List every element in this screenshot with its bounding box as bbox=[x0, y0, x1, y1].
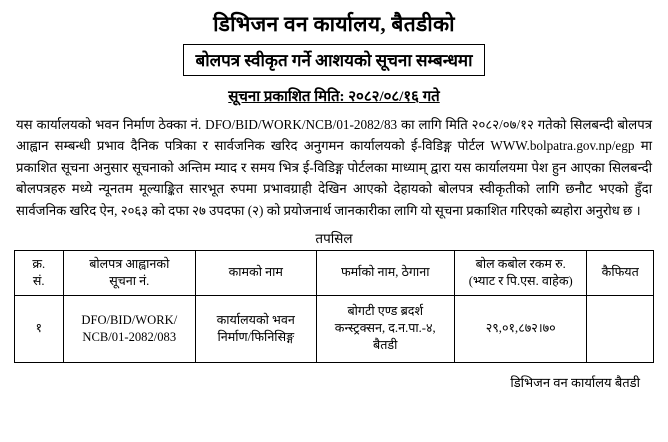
header-bid-amount: बोल कबोल रकम रु. (भ्याट र पि.एस. वाहेक) bbox=[454, 250, 586, 295]
document-subtitle: बोलपत्र स्वीकृत गर्ने आशयको सूचना सम्बन्धमा bbox=[183, 44, 486, 76]
header-work-name: कामको नाम bbox=[196, 250, 316, 295]
document-footer: डिभिजन वन कार्यालय बैतडी bbox=[510, 374, 640, 390]
cell-firm-name-address: बोगटी एण्ड ब्रदर्श कन्स्ट्रक्सन, द.न.पा.-४, बैतडी bbox=[316, 295, 454, 362]
publication-date-line: सूचना प्रकाशित मिति: २०८२/०८/१६ गते bbox=[228, 89, 440, 105]
header-notice-number: बोलपत्र आह्वानको सूचना नं. bbox=[63, 250, 195, 295]
table-row bbox=[15, 295, 654, 362]
cell-notice-number: DFO/BID/WORK/ NCB/01-2082/083 bbox=[63, 295, 195, 362]
tapasil-label: तपसिल bbox=[315, 230, 353, 246]
header-firm-name-address: फर्माको नाम, ठेगाना bbox=[316, 250, 454, 295]
cell-serial-number: १ bbox=[15, 295, 64, 362]
table-header-row bbox=[15, 250, 654, 295]
cell-bid-amount: २९,०१,८७२।७० bbox=[454, 295, 586, 362]
cell-remarks bbox=[587, 295, 654, 362]
subtitle-container bbox=[14, 44, 654, 76]
notice-body-text: यस कार्यालयको भवन निर्माण ठेक्का नं. DFO/BID/WORK/NCB/01-2082/83 का लागि मिति २०८२/०७/१२ गतेको सिलबन्दी बोलपत्र आह्वान सम्बन्धी प्रभाव दैनिक पत्रिका र सार्वजनिक खरिद अनुगमन कार्यालयको ई-विडिङ्ग पोर्टल WWW.bolpatra.gov.np/egp मा प्रकाशित सूचना अनुसार सूचनाको अन्तिम म्याद र समय भित्र ई-विडिङ्ग पोर्टलका माध्याम् द्वारा यस कार्यालयमा पेश हुन आएका सिलबन्दी बोलपत्रहरु मध्ये न्यूनतम मूल्याङ्कित सारभूत रुपमा प्रभावग्राही देखिन आएको देहायको बोलपत्र स्वीकृतीको लागि छनौट भएको हुँदा सार्वजनिक खरिद ऐन, २०६३ को दफा २७ उपदफा (२) को प्रयोजनार्थ जानकारीका लागि यो सूचना प्रकाशित गरिएको ब्यहोरा अनुरोध छ । bbox=[16, 117, 652, 218]
page-title: डिभिजन वन कार्यालय, बैतडीको bbox=[213, 12, 455, 36]
cell-work-name: कार्यालयको भवन निर्माण/फिनिसिङ्ग bbox=[196, 295, 316, 362]
header-serial-number: क्र. सं. bbox=[15, 250, 64, 295]
bid-details-table bbox=[14, 250, 654, 363]
header-remarks: कैफियत bbox=[587, 250, 654, 295]
